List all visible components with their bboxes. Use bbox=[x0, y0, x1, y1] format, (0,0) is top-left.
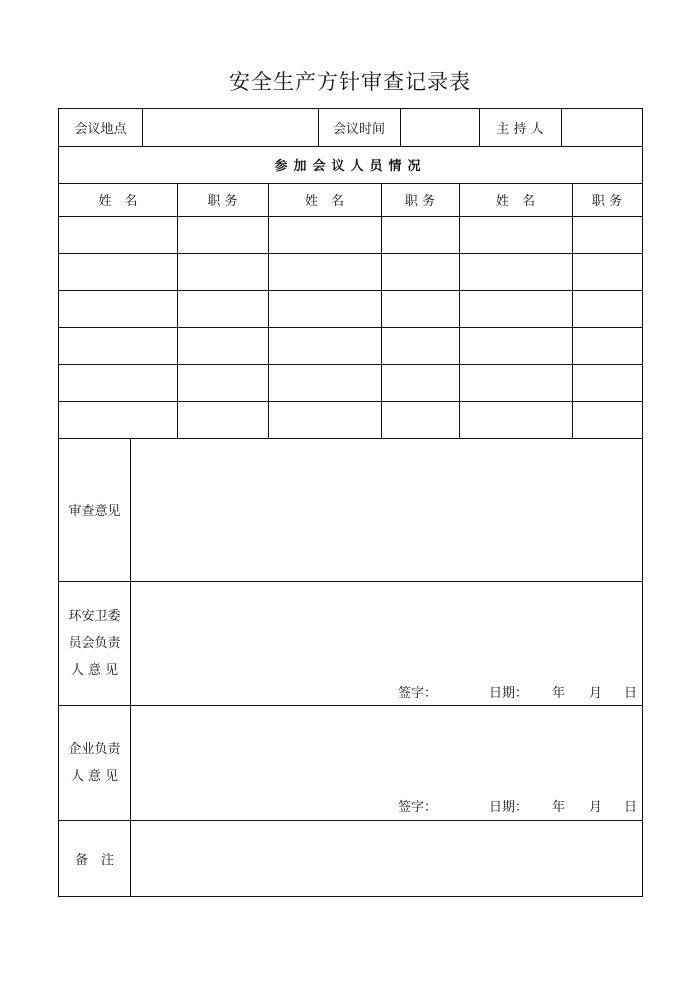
committee-day: 日 bbox=[624, 686, 638, 701]
record-form-table bbox=[58, 108, 643, 897]
col-header-name: 姓 名 bbox=[495, 194, 535, 209]
enterprise-day: 日 bbox=[624, 800, 638, 815]
committee-year: 年 bbox=[552, 686, 566, 701]
meeting-time-label: 会议时间 bbox=[332, 122, 385, 137]
label-line: 员会负责 bbox=[68, 635, 121, 651]
host-field[interactable] bbox=[561, 109, 642, 146]
label-line: 企业负责 bbox=[68, 741, 121, 757]
enterprise-year: 年 bbox=[552, 800, 566, 815]
enterprise-date-label: 日期： bbox=[489, 800, 529, 815]
committee-month: 月 bbox=[589, 686, 603, 701]
remarks-field[interactable] bbox=[130, 820, 642, 896]
label-line: 环安卫委 bbox=[68, 608, 121, 624]
review-opinion-label: 审查意见 bbox=[68, 504, 121, 519]
enterprise-month: 月 bbox=[589, 800, 603, 815]
committee-opinion-label bbox=[59, 581, 130, 705]
enterprise-sign-label: 签字： bbox=[398, 800, 438, 815]
review-opinion-field[interactable] bbox=[130, 438, 642, 581]
host-label: 主 持 人 bbox=[496, 122, 544, 137]
col-header-name: 姓 名 bbox=[98, 194, 138, 209]
label-line: 人 意 见 bbox=[70, 662, 119, 678]
label-line: 人 意 见 bbox=[70, 768, 119, 784]
remarks-label: 备 注 bbox=[74, 852, 114, 868]
page-title: 安全生产方针审查记录表 bbox=[229, 70, 471, 94]
committee-sign-label: 签字： bbox=[398, 686, 438, 701]
col-header-position: 职 务 bbox=[591, 194, 623, 209]
col-header-position: 职 务 bbox=[404, 194, 436, 209]
enterprise-opinion-field[interactable] bbox=[130, 705, 642, 820]
meeting-location-label: 会议地点 bbox=[74, 122, 127, 137]
enterprise-opinion-label bbox=[59, 705, 130, 820]
committee-opinion-field[interactable] bbox=[130, 581, 642, 705]
col-header-name: 姓 名 bbox=[304, 194, 344, 209]
attendees-section-label: 参加会议人员情况 bbox=[274, 159, 427, 174]
col-header-position: 职 务 bbox=[207, 194, 238, 209]
meeting-time-field[interactable] bbox=[400, 109, 479, 146]
meeting-location-field[interactable] bbox=[142, 109, 318, 146]
committee-date-label: 日期： bbox=[489, 686, 529, 701]
